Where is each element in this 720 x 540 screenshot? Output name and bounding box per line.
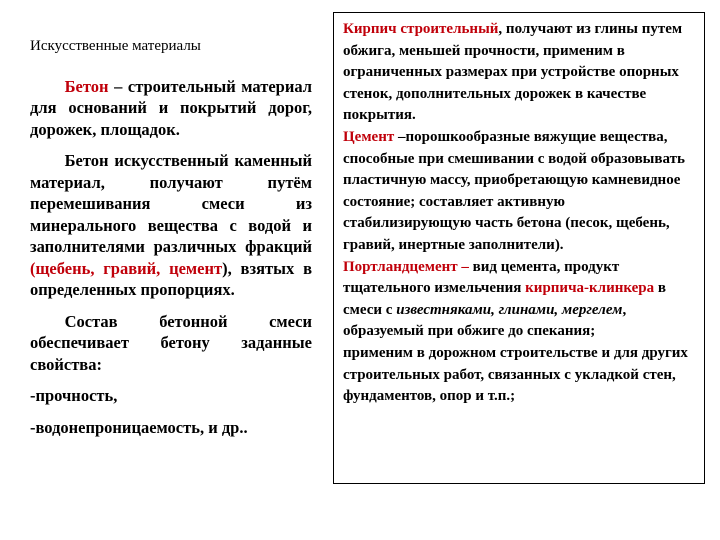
concrete-description	[30, 150, 312, 301]
portland-additives: известняками, глинами, мергелем	[396, 301, 623, 318]
property-waterproofness: -водонепроницаемость, и др..	[30, 417, 248, 437]
concrete-description-text: Бетон искусственный каменный материал, получают путём перемешивания смеси из минерального вещества с водой и заполнителями различных фракций	[30, 151, 312, 256]
portland-text-2: в смеси с	[343, 280, 666, 318]
concrete-description-end: ), взятых в определенных пропорциях.	[30, 258, 312, 299]
section-heading: Искусственные материалы	[30, 38, 201, 54]
brick-text: , получают из глины путем обжига, меньшей прочности, применим в ограниченных размерах при устройстве опорных стенок, дополнительных дорожек в качестве покрытия.	[343, 21, 683, 124]
brick-definition	[343, 19, 696, 127]
clinker-term: кирпича-клинкера	[525, 280, 655, 297]
portland-term: Портландцемент –	[343, 258, 469, 275]
brick-term: Кирпич строительный	[343, 21, 499, 37]
left-column	[30, 30, 312, 448]
concrete-definition	[30, 76, 312, 141]
portland-definition	[343, 257, 696, 343]
cement-text: –порошкообразные вяжущие вещества, способные при смешивании с водой образовывать пластичную массу, приобретающую камневидное состояние; составляет активную стабилизирующую часть бетона (песок, щебень, гравий, инертные заполнители).	[343, 128, 685, 253]
mixture-properties: Состав бетонной смеси обеспечивает бетону заданные свойства:	[30, 311, 312, 374]
concrete-term: Бетон	[64, 76, 109, 96]
definitions-box	[333, 12, 705, 484]
concrete-definition-text: – строительный материал для оснований и покрытий дорог, дорожек, площадок.	[30, 76, 312, 139]
portland-text-1: вид цемента, продукт тщательного измельчения	[343, 258, 620, 297]
property-strength: -прочность,	[30, 386, 118, 405]
cement-term: Цемент	[343, 128, 395, 145]
aggregates-list: (щебень, гравий, цемент	[30, 258, 223, 278]
cement-definition	[343, 127, 696, 257]
portland-text-3: , образуемый при обжиге до спекания;	[343, 301, 627, 340]
portland-usage: применим в дорожном строительстве и для других строительных работ, связанных с укладкой стен, фундаментов, опор и т.п.;	[343, 344, 688, 405]
